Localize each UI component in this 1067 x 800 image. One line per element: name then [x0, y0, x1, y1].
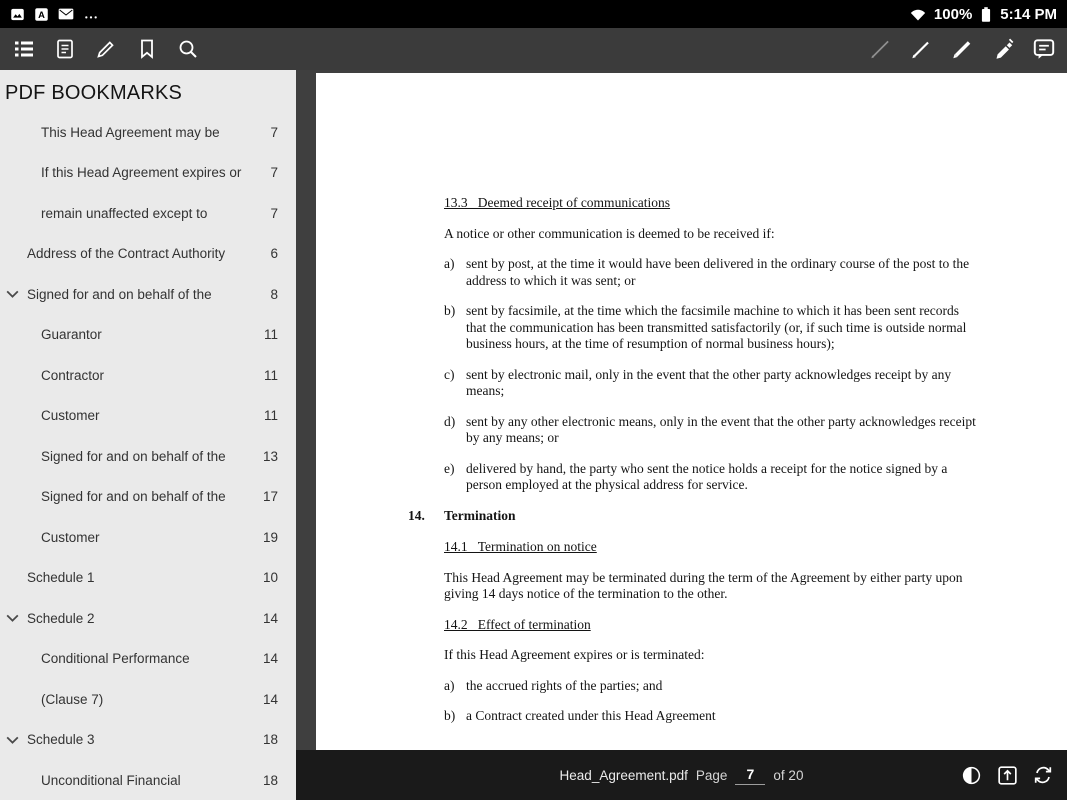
gallery-icon — [10, 7, 25, 22]
highlighter-tool-button[interactable] — [982, 28, 1023, 70]
bookmark-label: Schedule 3 — [27, 732, 95, 748]
share-icon — [995, 763, 1020, 788]
wifi-icon — [909, 6, 927, 22]
doc-paragraph: If this Head Agreement expires or is terminated: — [444, 647, 705, 662]
list-marker: a) — [444, 677, 455, 693]
doc-list-item — [444, 303, 979, 353]
bookmark-label: Unconditional Financial — [41, 772, 181, 788]
bookmark-page: 14 — [262, 610, 278, 626]
bookmark-label: This Head Agreement may be — [41, 124, 220, 140]
bookmark-item[interactable] — [0, 760, 296, 800]
list-text: the accrued rights of the parties; and — [466, 677, 663, 693]
doc-list-item — [444, 367, 979, 400]
bookmark-label: Contractor — [41, 367, 105, 383]
bookmark-label: Signed for and on behalf of the — [27, 286, 212, 302]
list-marker: c) — [444, 366, 455, 382]
doc-heading: 13.3 Deemed receipt of communications — [444, 195, 671, 210]
list-marker: b) — [444, 303, 456, 318]
marker-tool-button[interactable] — [941, 28, 982, 70]
comment-tool-icon — [1031, 36, 1057, 62]
share-button[interactable] — [989, 750, 1025, 800]
pen-tool-button[interactable] — [900, 28, 941, 70]
list-marker: e) — [444, 460, 455, 476]
doc-list-item — [444, 461, 979, 494]
highlighter-tool-icon — [990, 36, 1016, 62]
list-text: sent by any other electronic means, only in the event that the other party acknowledges receipt by any means; or — [466, 413, 976, 445]
doc-heading: 14.1 Termination on notice — [444, 539, 597, 554]
outline-button[interactable] — [3, 28, 44, 70]
edit-button[interactable] — [85, 28, 126, 70]
doc-heading: 14.2 Effect of termination — [444, 616, 591, 632]
bookmark-page: 8 — [270, 286, 278, 302]
bookmark-page: 17 — [262, 489, 278, 505]
bookmark-label: Signed for and on behalf of the — [41, 489, 226, 505]
bookmark-label: Address of the Contract Authority — [27, 246, 226, 262]
bookmark-page: 14 — [262, 651, 278, 667]
bookmark-page: 7 — [270, 205, 278, 221]
list-marker: d) — [444, 413, 456, 429]
bookmark-page: 11 — [263, 367, 278, 383]
page-label: Page — [695, 767, 728, 783]
bookmark-label: Schedule 2 — [27, 610, 95, 626]
battery-percent: 100% — [933, 5, 973, 23]
doc-paragraph: A notice or other communication is deemed to be received if: — [444, 225, 775, 241]
clock: 5:14 PM — [1000, 5, 1057, 23]
bottom-bar — [296, 750, 1067, 800]
bookmark-item[interactable] — [0, 558, 296, 599]
doc-list-item — [444, 256, 979, 289]
sync-rotate-button[interactable] — [1025, 750, 1061, 800]
reader-view-button[interactable] — [44, 28, 85, 70]
bookmark-page: 14 — [262, 691, 278, 707]
list-text: sent by electronic mail, only in the event that the other party acknowledges receipt by any means; — [466, 366, 952, 398]
edit-pencil-icon — [94, 37, 118, 61]
bookmark-item[interactable] — [0, 477, 296, 518]
contrast-button[interactable] — [953, 750, 989, 800]
bookmark-item[interactable] — [0, 234, 296, 275]
bookmark-label: Schedule 1 — [27, 570, 95, 586]
contrast-icon — [960, 764, 983, 787]
toolbar — [0, 28, 1067, 70]
bookmark-item[interactable] — [0, 598, 296, 639]
doc-section-heading — [408, 508, 979, 525]
svg-text:A: A — [38, 9, 45, 20]
page-number-input[interactable] — [735, 766, 765, 785]
chevron-down-icon — [4, 731, 21, 748]
bookmark-item[interactable] — [0, 315, 296, 356]
comment-tool-button[interactable] — [1023, 28, 1064, 70]
line-tool-icon — [867, 36, 893, 62]
bookmark-item[interactable] — [0, 517, 296, 558]
bookmark-item[interactable] — [0, 112, 296, 153]
bookmark-item[interactable] — [0, 720, 296, 761]
list-text: delivered by hand, the party who sent the notice holds a receipt for the notice signed by a person employed at the physical address for service. — [466, 460, 948, 492]
bookmarks-panel-title: PDF BOOKMARKS — [5, 82, 183, 104]
marker-tool-icon — [949, 36, 975, 62]
section-number: 14. — [408, 507, 425, 523]
sync-rotate-icon — [1031, 763, 1055, 787]
document-viewer — [296, 70, 1067, 800]
bookmark-page: 7 — [270, 165, 278, 181]
bookmark-item[interactable] — [0, 274, 296, 315]
bookmark-item[interactable] — [0, 396, 296, 437]
list-marker: a) — [444, 256, 455, 271]
bookmark-item[interactable] — [0, 193, 296, 234]
page-total-label: of 20 — [773, 767, 804, 783]
bookmarks-panel — [0, 70, 296, 800]
list-marker: b) — [444, 708, 456, 723]
bookmark-label: remain unaffected except to — [41, 205, 208, 221]
search-icon — [176, 37, 200, 61]
bookmark-item[interactable] — [0, 639, 296, 680]
bookmark-page: 10 — [262, 570, 278, 586]
document-content — [316, 73, 979, 725]
bookmark-page: 18 — [262, 772, 278, 788]
email-icon — [58, 7, 74, 21]
bookmark-page: 13 — [262, 448, 278, 464]
bookmark-label: If this Head Agreement expires or — [41, 165, 242, 181]
bookmark-page: 11 — [263, 408, 278, 424]
file-name: Head_Agreement.pdf — [559, 767, 688, 783]
list-text: sent by post, at the time it would have been delivered in the ordinary course of the post to the address to which it was sent; or — [466, 256, 970, 288]
section-title: Termination — [444, 507, 516, 523]
status-bar — [0, 0, 1067, 28]
more-notifications-icon — [83, 7, 99, 21]
bookmark-item[interactable] — [0, 355, 296, 396]
bookmark-item[interactable] — [0, 679, 296, 720]
notification-icons — [10, 7, 99, 22]
battery-icon — [979, 6, 993, 23]
pdf-page[interactable] — [316, 73, 1067, 800]
bookmark-label: Customer — [41, 408, 100, 424]
bookmark-list — [0, 112, 296, 800]
bookmark-page: 18 — [262, 732, 278, 748]
letter-a-icon — [34, 7, 49, 22]
bookmark-label: Conditional Performance — [41, 651, 190, 667]
reader-view-icon — [53, 37, 77, 61]
bookmark-page: 11 — [263, 327, 278, 343]
chevron-down-icon — [4, 286, 21, 303]
chevron-down-icon — [4, 610, 21, 627]
bookmark-page: 6 — [270, 246, 278, 262]
doc-paragraph: This Head Agreement may be terminated during the term of the Agreement by either party upon giving 14 days notice of the termination to the other. — [444, 569, 963, 601]
doc-list-item — [444, 678, 979, 695]
bookmark-page: 7 — [270, 124, 278, 140]
bookmark-page: 19 — [262, 529, 278, 545]
pen-tool-icon — [908, 36, 934, 62]
bookmark-label: Guarantor — [41, 327, 102, 343]
bookmark-icon — [135, 37, 159, 61]
bookmark-item[interactable] — [0, 153, 296, 194]
bookmark-label: Signed for and on behalf of the — [41, 448, 226, 464]
bookmark-label: Customer — [41, 529, 100, 545]
outline-icon — [12, 37, 36, 61]
bookmark-label: (Clause 7) — [41, 691, 104, 707]
bookmark-button[interactable] — [126, 28, 167, 70]
doc-list-item — [444, 708, 979, 725]
list-text: sent by facsimile, at the time which the facsimile machine to which it has been sent records that the communication has been transmitted satisfactorily (or, if such time is outside normal business hours, at the time of resumption of normal business hours); — [466, 303, 967, 351]
doc-list-item — [444, 414, 979, 447]
search-button[interactable] — [167, 28, 208, 70]
list-text: a Contract created under this Head Agreement — [466, 708, 716, 723]
line-tool-button[interactable] — [859, 28, 900, 70]
bookmark-item[interactable] — [0, 436, 296, 477]
